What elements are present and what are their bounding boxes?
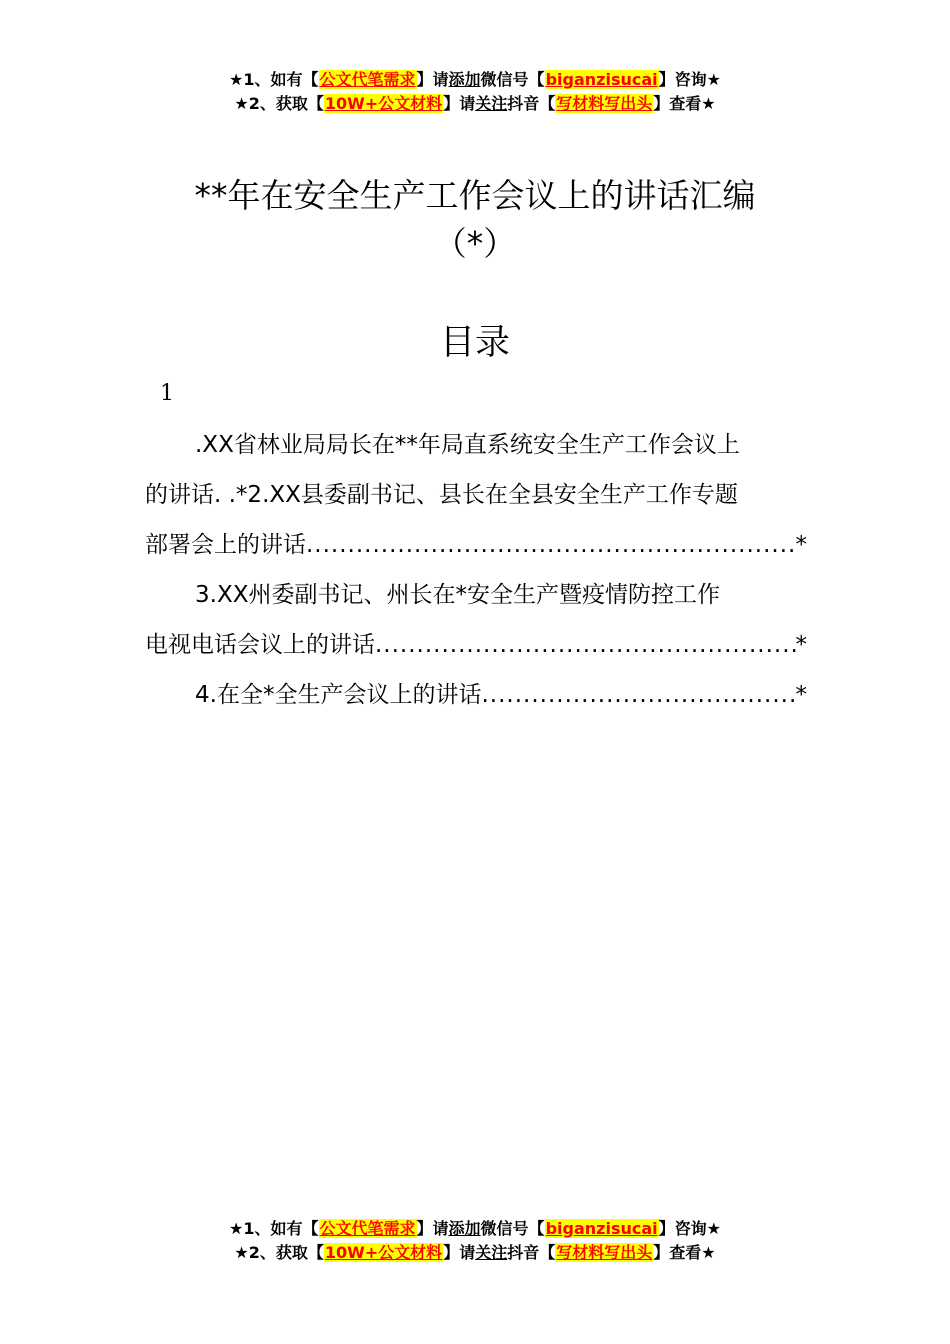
- highlight-douyin-account: 写材料写出头: [556, 94, 653, 113]
- toc-text: 4.在全*全生产会议上的讲话: [195, 682, 482, 708]
- toc-text: .XX省林业局局长在**年局直系统安全生产工作会议上: [195, 432, 740, 458]
- banner-line-1: [0, 68, 950, 92]
- underlined-follow: 关注: [475, 94, 508, 113]
- highlight-ghostwriting: 公文代笔需求: [319, 1219, 416, 1238]
- highlight-douyin-account: 写材料写出头: [556, 1243, 653, 1262]
- underlined-follow: 关注: [475, 1243, 508, 1262]
- banner-line-2: [0, 1241, 950, 1265]
- banner-text: ★2、获取【: [234, 94, 324, 113]
- toc-heading: 目录: [439, 323, 510, 363]
- toc-dot-leader: [375, 620, 796, 670]
- banner-text: 微信号【: [480, 1219, 545, 1238]
- toc-entry-2-line[interactable]: [145, 520, 807, 570]
- banner-text: 】请: [443, 94, 476, 113]
- toc-text: 的讲话. .*2.XX县委副书记、县长在全县安全生产工作专题: [145, 482, 738, 508]
- banner-line-2: [0, 92, 950, 116]
- toc-entry-4-line[interactable]: [145, 670, 807, 720]
- highlight-wechat-id: biganzisucai: [545, 70, 658, 89]
- banner-text: 】查看★: [653, 94, 716, 113]
- banner-text: 】请: [443, 1243, 476, 1262]
- toc-page-ref: *: [795, 632, 807, 658]
- title-line-2: （*）: [433, 224, 517, 263]
- highlight-wechat-id: biganzisucai: [545, 1219, 658, 1238]
- banner-text: 】咨询★: [658, 70, 721, 89]
- highlight-materials: 10W+公文材料: [324, 94, 443, 113]
- banner-text: ★1、如有【: [229, 1219, 319, 1238]
- banner-text: 抖音【: [507, 94, 556, 113]
- header-banner: [0, 68, 950, 116]
- banner-text: 】查看★: [653, 1243, 716, 1262]
- highlight-materials: 10W+公文材料: [324, 1243, 443, 1262]
- underlined-add: 添加: [448, 1219, 481, 1238]
- toc-entry-1-continuation[interactable]: [145, 470, 807, 520]
- title-line-1: **年在安全生产工作会议上的讲话汇编: [194, 176, 756, 215]
- toc-text: 3.XX州委副书记、州长在*安全生产暨疫情防控工作: [195, 582, 720, 608]
- page-number: 1: [160, 381, 174, 406]
- toc-page-ref: *: [795, 532, 807, 558]
- highlight-ghostwriting: 公文代笔需求: [319, 70, 416, 89]
- document-title: [0, 172, 950, 268]
- toc-entry-3-line[interactable]: [145, 570, 807, 620]
- toc-text: 部署会上的讲话: [145, 532, 306, 558]
- toc-page-ref: *: [795, 682, 807, 708]
- banner-text: ★1、如有【: [229, 70, 319, 89]
- banner-text: 】请: [416, 1219, 449, 1238]
- banner-text: 抖音【: [507, 1243, 556, 1262]
- toc-text: 电视电话会议上的讲话: [145, 632, 375, 658]
- footer-banner: [0, 1217, 950, 1265]
- toc-dot-leader: [306, 520, 796, 570]
- table-of-contents: [145, 420, 807, 720]
- banner-text: ★2、获取【: [234, 1243, 324, 1262]
- toc-dot-leader: [481, 670, 795, 720]
- banner-text: 微信号【: [480, 70, 545, 89]
- banner-text: 】请: [416, 70, 449, 89]
- banner-text: 】咨询★: [658, 1219, 721, 1238]
- toc-entry-1-line[interactable]: [145, 420, 807, 470]
- banner-line-1: [0, 1217, 950, 1241]
- underlined-add: 添加: [448, 70, 481, 89]
- toc-entry-3-continuation[interactable]: [145, 620, 807, 670]
